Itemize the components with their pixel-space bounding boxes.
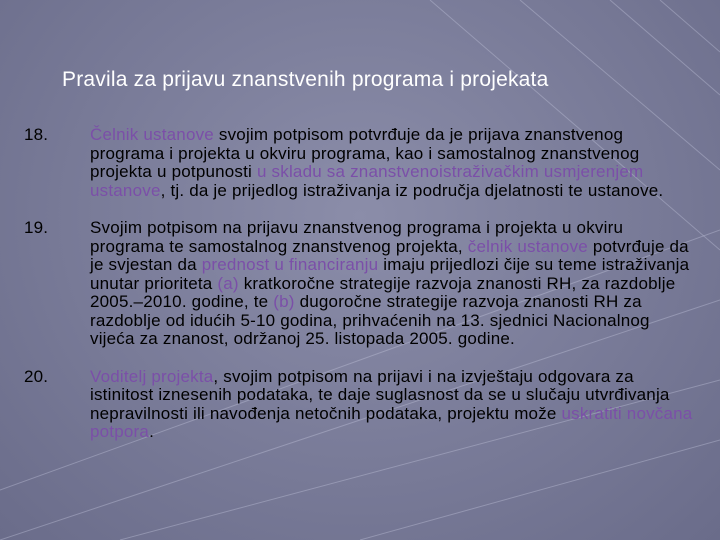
rule-text [90, 219, 694, 349]
rule-number: 18. [24, 125, 49, 144]
highlight-text: prednost u financiranju [201, 255, 379, 274]
rule-item [24, 368, 694, 442]
slide-title: Pravila za prijavu znanstvenih programa i projekata [62, 68, 549, 91]
rule-text-segment: , tj. da je prijedlog istraživanja iz područja djelatnosti te ustanove. [160, 180, 664, 200]
highlight-text: čelnik ustanove [467, 236, 588, 256]
highlight-text: u skladu sa znanstvenoistraživačkim usmjerenjem ustanove [90, 162, 644, 200]
highlight-text: uskratiti novčana potpora [90, 403, 693, 441]
rule-text-segment: imaju prijedlozi čije su teme istraživanja unutar prioriteta [90, 255, 690, 293]
highlight-text: Čelnik ustanove [90, 125, 214, 144]
rules-list [24, 126, 694, 442]
rule-text-segment: dugoročne strategije razvoja znanosti RH za razdoblje od idućih 5-10 godina, prihvaćenih na 13. sjednici Nacionalnog vijeća za znanost, održanoj 25. listopada 2005. godine. [90, 292, 650, 348]
rule-text-segment: . [149, 422, 154, 441]
rule-text-segment: Svojim potpisom na prijavu znanstvenog programa i projekta u okviru programa te samostalnog znanstvenog projekta, [90, 218, 624, 256]
rule-text [90, 368, 694, 442]
rule-text [90, 126, 694, 200]
rule-number: 19. [24, 218, 49, 237]
highlight-text: (b) [273, 292, 295, 311]
highlight-text: (a) [217, 273, 239, 293]
rule-text-segment: , svojim potpisom na prijavi i na izvještaju odgovara za istinitost iznesenih podataka, te daje suglasnost da se u slučaju utvrđivanja nepravilnosti ili navođenja netočnih podataka, projektu može [90, 366, 670, 423]
rule-text-segment: kratkoročne strategije razvoja znanosti RH, za razdoblje 2005.–2010. godine, te [90, 273, 676, 311]
rule-number: 20. [24, 366, 49, 386]
highlight-text: Voditelj projekta [90, 366, 214, 386]
rule-text-segment: svojim potpisom potvrđuje da je prijava znanstvenog programa i projekta u okviru programa, kao i samostalnog znanstvenog projekta u potpunosti [90, 125, 640, 181]
rule-item [24, 126, 694, 200]
rule-item [24, 219, 694, 349]
rule-text-segment: potvrđuje da je svjestan da [90, 236, 689, 274]
